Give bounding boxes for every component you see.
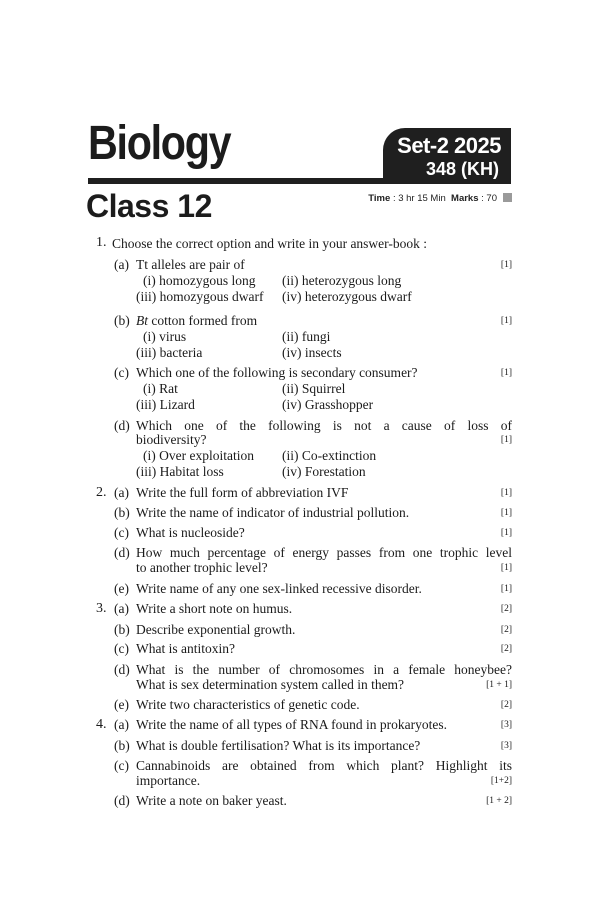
q2c-label: (c) xyxy=(114,525,129,540)
q1d-text-line2: biodiversity? xyxy=(136,432,207,447)
q1a-option: (ii) heterozygous long xyxy=(282,273,402,288)
marker-square xyxy=(503,193,512,202)
q1b-option: (ii) fungi xyxy=(282,329,331,344)
q1-instruction: Choose the correct option and write in your answer-book : xyxy=(112,236,428,251)
q1d-label: (d) xyxy=(114,418,130,433)
set-badge xyxy=(383,128,511,184)
q3e-label: (e) xyxy=(114,697,129,712)
q1d-option: (ii) Co-extinction xyxy=(282,448,377,463)
q2a-marks: [1] xyxy=(500,488,512,498)
q1a-label: (a) xyxy=(114,257,129,272)
q4a-text: Write the name of all types of RNA found in prokaryotes. xyxy=(136,717,448,732)
q3e-text: Write two characteristics of genetic code. xyxy=(136,697,360,712)
marks-label: Marks xyxy=(451,193,479,204)
exam-meta xyxy=(368,193,512,204)
q4c-marks: [1+2] xyxy=(490,776,512,786)
q3b-marks: [2] xyxy=(500,625,512,635)
q1c-marks: [1] xyxy=(500,368,512,378)
q2d-text-line1: How much percentage of energy passes from one trophic level xyxy=(136,545,512,560)
time-value: : 3 hr 15 Min xyxy=(392,193,446,204)
header-rule xyxy=(88,178,388,184)
q1b-option: (iii) bacteria xyxy=(136,345,203,360)
q1c-label: (c) xyxy=(114,365,129,380)
q3d-label: (d) xyxy=(114,662,130,677)
q3b-text: Describe exponential growth. xyxy=(136,622,296,637)
q3-number: 3. xyxy=(96,601,107,616)
q1c-option: (ii) Squirrel xyxy=(282,381,346,396)
q1-number: 1. xyxy=(96,235,107,250)
q2a-label: (a) xyxy=(114,485,129,500)
q1a-option: (iv) heterozygous dwarf xyxy=(282,289,412,304)
q3b-label: (b) xyxy=(114,622,130,637)
q2e-marks: [1] xyxy=(500,584,512,594)
q1a-text: Tt alleles are pair of xyxy=(136,257,245,272)
q3d-marks: [1 + 1] xyxy=(486,680,512,690)
class-title: Class 12 xyxy=(86,188,212,224)
subject-title: Biology xyxy=(88,117,231,170)
q2e-text: Write name of any one sex-linked recessive disorder. xyxy=(136,581,422,596)
q3d-text-line2: What is sex determination system called in them? xyxy=(136,677,405,692)
q1b-text xyxy=(136,313,257,329)
q1d-text-line1: Which one of the following is not a cause of loss of xyxy=(136,418,512,433)
q1b-italic: Bt xyxy=(136,313,148,328)
q4d-text: Write a note on baker yeast. xyxy=(136,793,287,808)
q1b-rest: cotton formed from xyxy=(148,313,258,328)
q3e-marks: [2] xyxy=(500,700,512,710)
q4c-label: (c) xyxy=(114,758,129,773)
q4c-text-line2: importance. xyxy=(136,773,201,788)
q1a-option: (i) homozygous long xyxy=(143,273,256,288)
q1a-option: (iii) homozygous dwarf xyxy=(136,289,264,304)
q1d-marks: [1] xyxy=(500,435,512,445)
q2d-text-line2: to another trophic level? xyxy=(136,560,268,575)
q1c-option: (i) Rat xyxy=(143,381,178,396)
q1b-marks: [1] xyxy=(500,316,512,326)
q1c-option: (iv) Grasshopper xyxy=(282,397,374,412)
q4b-label: (b) xyxy=(114,738,130,753)
q2c-text: What is nucleoside? xyxy=(136,525,245,540)
q1d-option: (iii) Habitat loss xyxy=(136,464,224,479)
q4d-marks: [1 + 2] xyxy=(486,796,512,806)
q4b-text: What is double fertilisation? What is its importance? xyxy=(136,738,421,753)
q2d-marks: [1] xyxy=(500,563,512,573)
q3a-marks: [2] xyxy=(500,604,512,614)
q2e-label: (e) xyxy=(114,581,129,596)
marks-value: : 70 xyxy=(481,193,497,204)
q1a-marks: [1] xyxy=(500,260,512,270)
q4d-label: (d) xyxy=(114,793,130,808)
q4c-text-line1: Cannabinoids are obtained from which plant? Highlight its xyxy=(136,758,512,773)
q3c-marks: [2] xyxy=(500,644,512,654)
q2c-marks: [1] xyxy=(500,528,512,538)
q2d-label: (d) xyxy=(114,545,130,560)
q1c-text: Which one of the following is secondary consumer? xyxy=(136,365,418,380)
q1d-option: (iv) Forestation xyxy=(282,464,366,479)
q1b-option: (iv) insects xyxy=(282,345,342,360)
q4a-marks: [3] xyxy=(500,720,512,730)
q2b-text: Write the name of indicator of industrial pollution. xyxy=(136,505,410,520)
q4a-label: (a) xyxy=(114,717,129,732)
q3a-label: (a) xyxy=(114,601,129,616)
set-label: Set-2 2025 xyxy=(397,133,501,158)
q1b-option: (i) virus xyxy=(143,329,187,344)
paper-code: 348 (KH) xyxy=(425,159,499,179)
q3c-label: (c) xyxy=(114,641,129,656)
q1d-option: (i) Over exploitation xyxy=(143,448,254,463)
q2-number: 2. xyxy=(96,485,107,500)
q4b-marks: [3] xyxy=(500,741,512,751)
q2b-marks: [1] xyxy=(500,508,512,518)
q3d-text-line1: What is the number of chromosomes in a female honeybee? xyxy=(136,662,512,677)
q2b-label: (b) xyxy=(114,505,130,520)
time-label: Time xyxy=(368,193,391,204)
q4-number: 4. xyxy=(96,717,107,732)
q2a-text: Write the full form of abbreviation IVF xyxy=(136,485,349,500)
q3a-text: Write a short note on humus. xyxy=(136,601,293,616)
q3c-text: What is antitoxin? xyxy=(136,641,235,656)
q1b-label: (b) xyxy=(114,313,130,328)
q1c-option: (iii) Lizard xyxy=(136,397,195,412)
